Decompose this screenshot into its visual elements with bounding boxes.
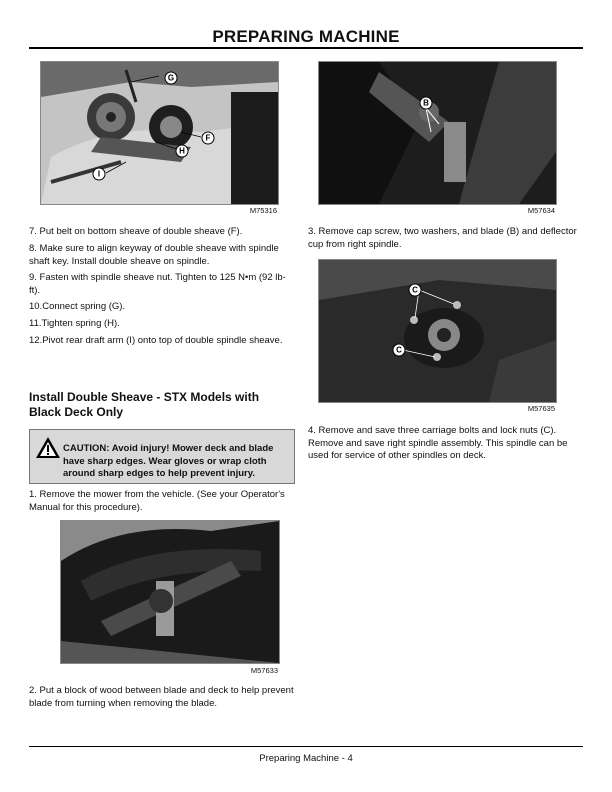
callout-i-text: I [97, 169, 101, 179]
step-1: 1. Remove the mower from the vehicle. (See your Operator's Manual for this procedure). [29, 489, 285, 513]
step-3: 3. Remove cap screw, two washers, and blade (B) and deflector cup from right spindle. [308, 226, 577, 250]
callout-g-text: G [167, 73, 175, 83]
callout-b-text: B [423, 98, 429, 108]
caution-box [29, 429, 295, 484]
step-12: 12.Pivot rear draft arm (I) onto top of double spindle sheave. [29, 335, 283, 346]
title-rule [29, 47, 583, 49]
callout-c-upper-text: C [412, 285, 418, 295]
figure-id-m57633: M57633 [250, 666, 278, 675]
step-2: 2. Put a block of wood between blade and deck to help prevent blade from turning when removing the blade. [29, 685, 294, 709]
photo-black-deck [60, 520, 280, 664]
callout-h-text: H [179, 146, 185, 156]
photo-belt-sheave [40, 61, 279, 205]
figure-id-m57635: M57635 [527, 404, 555, 413]
figure-id-m57634: M57634 [527, 206, 555, 215]
callout-f-text: F [205, 133, 211, 143]
step-9: 9. Fasten with spindle sheave nut. Tighten to 125 N•m (92 lb-ft). [29, 272, 286, 296]
section-heading: Install Double Sheave - STX Models with Black Deck Only [29, 390, 260, 419]
warning-icon [35, 436, 61, 459]
step-8: 8. Make sure to align keyway of double sheave with spindle shaft key. Install double sheave on spindle. [29, 243, 279, 267]
step-4: 4. Remove and save three carriage bolts and lock nuts (C). Remove and save right spindle assembly. This spindle can be used for service of other spindles on deck. [308, 425, 568, 461]
caution-text: CAUTION: Avoid injury! Mower deck and blade have sharp edges. Wear gloves or wrap cloth around sharp edges to help prevent injury. [63, 443, 274, 479]
photo-spindle-bolts [318, 259, 557, 403]
step-11: 11.Tighten spring (H). [29, 318, 120, 329]
photo-blade-removal [318, 61, 557, 205]
page-footer: Preparing Machine - 4 [259, 753, 353, 764]
footer-rule [29, 746, 583, 747]
step-10: 10.Connect spring (G). [29, 301, 126, 312]
page-title: PREPARING MACHINE [212, 27, 400, 46]
callout-c-lower-text: C [396, 345, 402, 355]
step-7: 7. Put belt on bottom sheave of double sheave (F). [29, 226, 243, 237]
figure-id-m75316: M75316 [249, 206, 277, 215]
